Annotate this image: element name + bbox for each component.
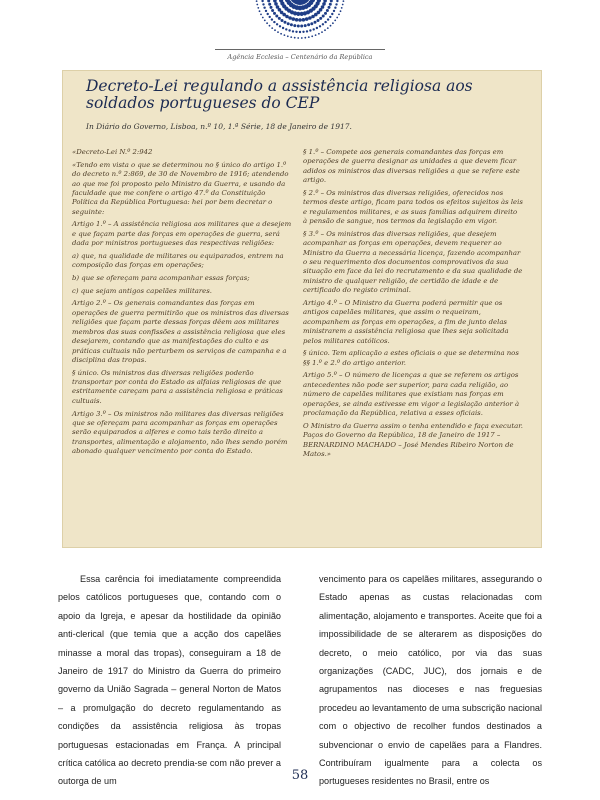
ecclesia-logo	[245, 0, 355, 46]
logo-dot	[322, 15, 325, 18]
logo-dot	[334, 7, 336, 9]
logo-dot	[317, 19, 320, 22]
logo-dot	[299, 31, 301, 33]
decree-paragraph: O Ministro da Guerra assim o tenha entendido e faça executar. Paços do Governo da República, 18 de Janeiro de 1917 – BERNARDINO MACHADO – José Mendes Ribeiro Norton de Matos.»	[303, 421, 523, 458]
logo-dot	[316, 27, 318, 29]
decree-paragraph: § 3.º – Os ministros das diversas religiões, que desejem acompanhar as forças em operações, devem requerer ao Ministro da Guerra a necessária licença, fazendo acompanhar o seu requerimento dos documentos comprovativos da sua situação em face da lei do recrutamento e da sua qualidade de ministro de qualquer religião, de certidão de idade e de certificado do registo criminal.	[303, 229, 523, 295]
logo-dot	[285, 28, 287, 30]
logo-dot	[267, 13, 269, 15]
logo-dot	[292, 30, 294, 32]
logo-dot	[270, 6, 273, 9]
logo-dot	[280, 33, 282, 35]
logo-dot	[268, 3, 271, 6]
logo-dot	[333, 10, 335, 12]
logo-dot	[290, 36, 292, 38]
decree-paragraph: a) que, na qualidade de militares ou equiparados, entrem na composição das forças em operações;	[72, 251, 284, 270]
logo-dot	[256, 4, 258, 6]
logo-dot	[319, 25, 321, 27]
logo-dot	[271, 18, 273, 20]
logo-dot	[311, 35, 313, 37]
logo-dot	[315, 34, 317, 36]
logo-dot	[288, 16, 292, 20]
logo-dot	[342, 4, 344, 6]
publication-header: Agência Ecclesia – Centenário da República	[227, 53, 373, 61]
article-paragraph-left: Essa carência foi imediatamente compreendida pelos católicos portugueses que, contando com o apoio da Igreja, e apesar da hostilidade da opinião anti-clerical (que temia que a acção dos capelães minasse a moral das tropas), conseguiram a 18 de Janeiro de 1917 do Ministro da Guerra do primeiro governo da União Sagrada – general Norton de Matos – a promulgação do decreto regulamentando as condições da assistência religiosa às tropas portuguesas estacionadas em França. A principal crítica católica ao decreto prendia-se com não prever a outorga de um	[58, 574, 281, 787]
article-paragraph-right: vencimento para os capelães militares, assegurando o Estado apenas as custas relacionadas com alimentação, alojamento e transportes. Aceite que foi a impossibilidade de se alterarem as disposições do decreto, o meio católico, por via das suas organizações (CADC, JUC), dos jornais e de agrupamentos nas dioceses e nas freguesias procedeu ao levantamento de uma subscrição nacional com o objectivo de recolher fundos destinados a subvencionar o envio de capelães para a Flandres. Contribuíram igualmente para a colecta os portugueses residentes no Brasil, entre os	[319, 574, 542, 787]
logo-dot	[309, 29, 311, 31]
logo-dot	[302, 31, 304, 33]
logo-dot	[335, 3, 337, 5]
logo-dot	[306, 30, 308, 32]
logo-dot	[326, 9, 329, 12]
logo-dot	[257, 7, 259, 9]
decree-paragraph: Artigo 4.º – O Ministro da Guerra poderá permitir que os antigos capelães militares, que assim o requeiram, acompanhem as forças em operações, a fim de junto delas ministrarem a assistência religiosa que lhes seja solicitada pelos militares católicos.	[303, 298, 509, 345]
logo-dot	[276, 5, 280, 9]
logo-dot	[314, 21, 317, 24]
logo-dot	[331, 13, 333, 15]
decree-paragraph: b) que se ofereçam para acompanhar essas forças;	[72, 274, 250, 283]
logo-dot	[313, 28, 315, 30]
logo-dot	[330, 0, 333, 2]
decree-title: Decreto-Lei regulando a assistência religiosa aos soldados portugueses do CEP	[86, 77, 473, 112]
logo-dot	[308, 16, 312, 20]
decree-paragraph: Artigo 2.º – Os generais comandantes das forças em operações de guerra permitirão que os ministros das diversas religiões que façam parte dessas forças dêem aos militares membros das suas confissões a assistência religiosa que eles desejarem, contando que as manifestações do culto e as práticas cultuais não perturbem os serviços de campanha e a disciplina das tropas.	[72, 299, 289, 364]
logo-dot	[311, 15, 315, 19]
logo-dot	[275, 15, 278, 18]
logo-dot	[273, 21, 275, 23]
logo-dot	[338, 14, 340, 16]
logo-dot	[321, 31, 323, 33]
logo-dot	[274, 29, 276, 31]
logo-dot	[262, 17, 264, 19]
logo-dot	[293, 24, 296, 27]
logo-dot	[267, 0, 270, 2]
logo-dot	[284, 21, 287, 24]
logo-dot	[295, 18, 299, 22]
logo-dot	[297, 25, 300, 28]
logo-dot	[319, 17, 322, 20]
logo-dot	[330, 25, 332, 27]
logo-dot	[259, 10, 261, 12]
logo-dot	[260, 14, 262, 16]
logo-dot	[264, 20, 266, 22]
logo-dot	[336, 17, 338, 19]
decree-paragraph: «Decreto-Lei N.º 2:942	[72, 148, 153, 156]
logo-dot	[307, 23, 310, 26]
logo-dot	[262, 3, 264, 5]
logo-dot	[329, 16, 331, 18]
logo-dot	[281, 19, 284, 22]
logo-dot	[277, 31, 279, 33]
header-rule	[215, 49, 385, 50]
logo-dot	[271, 9, 274, 12]
logo-dot	[336, 0, 338, 2]
logo-dot	[269, 16, 271, 18]
decree-paragraph: § 2.º – Os ministros das diversas religiões, oferecidos nos termos deste artigo, ficam para todos os efeitos sujeitos às leis e regulamentos militares, e as suas famílias adquirem direito à pensão de sangue, nos termos da legislação em vigor.	[303, 188, 523, 226]
logo-dot	[332, 22, 334, 24]
logo-dot	[287, 35, 289, 37]
logo-dot	[300, 25, 303, 28]
logo-dot	[269, 25, 271, 27]
logo-dot	[308, 36, 310, 38]
logo-dot	[279, 25, 281, 27]
logo-dot	[329, 3, 332, 6]
logo-dot	[301, 37, 303, 39]
logo-dot	[274, 2, 278, 6]
logo-dot	[305, 17, 309, 21]
logo-dot	[327, 18, 329, 20]
logo-dot	[327, 27, 329, 29]
page-number: 58	[291, 768, 309, 783]
logo-dot	[341, 7, 343, 9]
logo-dot	[278, 17, 281, 20]
decree-left-column	[72, 148, 292, 460]
logo-dot	[304, 24, 307, 27]
logo-dot	[292, 17, 296, 21]
logo-dot	[284, 34, 286, 36]
logo-dot	[302, 18, 306, 22]
decree-paragraph: Artigo 1.º – A assistência religiosa aos militares que a desejem e que façam parte das forças em operações de guerra, será dada por ministros portugueses das respectivas religiões:	[72, 220, 292, 248]
logo-dot	[265, 10, 267, 12]
logo-dot	[288, 29, 290, 31]
logo-dot	[263, 7, 265, 9]
logo-dot	[343, 0, 345, 2]
logo-dot	[322, 2, 326, 6]
article-right-column	[319, 570, 542, 791]
logo-dot	[324, 12, 327, 15]
decree-paragraph: § único. Tem aplicação a estes oficiais o que se determina nos §§ 1.º e 2.º do artigo anterior.	[303, 349, 519, 367]
logo-dot	[261, 0, 263, 2]
logo-dot	[310, 22, 313, 25]
decree-paragraph: § único. Os ministros das diversas religiões poderão transportar por conta do Estado as alfaias religiosas de que estritamente careçam para a assistência religiosa e práticas cultuais.	[72, 368, 283, 405]
decree-source: In Diário do Governo, Lisboa, n.º 10, 1.ª Série, 18 de Janeiro de 1917.	[86, 122, 352, 131]
logo-dot	[282, 27, 284, 29]
logo-dot	[340, 10, 342, 12]
logo-dot	[318, 33, 320, 35]
decree-paragraph: «Tendo em vista o que se determinou no § único do artigo 1.º do decreto n.º 2:869, de 30 de Novembro de 1916; atendendo ao que me foi proposto pelo Ministro da Guerra, e usando da faculdade que me confere o artigo 47.º da Constituição Política da República Portuguesa: hei por bem decretar o seguinte:	[72, 160, 289, 216]
logo-dot	[294, 37, 296, 39]
decree-paragraph: § 1.º – Compete aos generais comandantes das forças em operações de guerra designar as unidades a que devem ficar adidos os ministros das diversas religiões a que se refere este artigo.	[303, 148, 520, 185]
logo-dot	[256, 0, 258, 2]
logo-dot	[298, 18, 302, 22]
logo-dot	[322, 23, 324, 25]
article-left-column	[58, 570, 281, 791]
logo-dot	[273, 12, 276, 15]
logo-dot	[290, 23, 293, 26]
logo-dot	[334, 20, 336, 22]
logo-dot	[295, 31, 297, 33]
logo-dot	[304, 37, 306, 39]
logo-dot	[324, 29, 326, 31]
logo-dot	[297, 37, 299, 39]
logo-dot	[271, 27, 273, 29]
decree-paragraph: Artigo 5.º – O número de licenças a que se referem os artigos antecedentes não pode ser superior, para cada religião, ao número de capelães militares que existiam nas forças em operações, se ainda estivesse em vigor a legislação anterior à proclamação da República, relativa a esses oficiais.	[303, 371, 520, 418]
logo-dot	[276, 23, 278, 25]
logo-dot	[266, 22, 268, 24]
logo-dot	[328, 6, 331, 9]
decree-paragraph: c) que sejam antigos capelães militares.	[72, 286, 212, 295]
logo-dot	[324, 21, 326, 23]
logo-dot	[287, 22, 290, 25]
decree-paragraph: Artigo 3.º – Os ministros não militares das diversas religiões que se ofereçam para acompanhar as forças em operações serão equiparados a alferes e como tais terão direito a transportes, alimentação e alojamento, não lhes sendo porém abonado qualquer vencimento por conta do Estado.	[72, 409, 288, 456]
decree-right-column	[303, 148, 523, 463]
